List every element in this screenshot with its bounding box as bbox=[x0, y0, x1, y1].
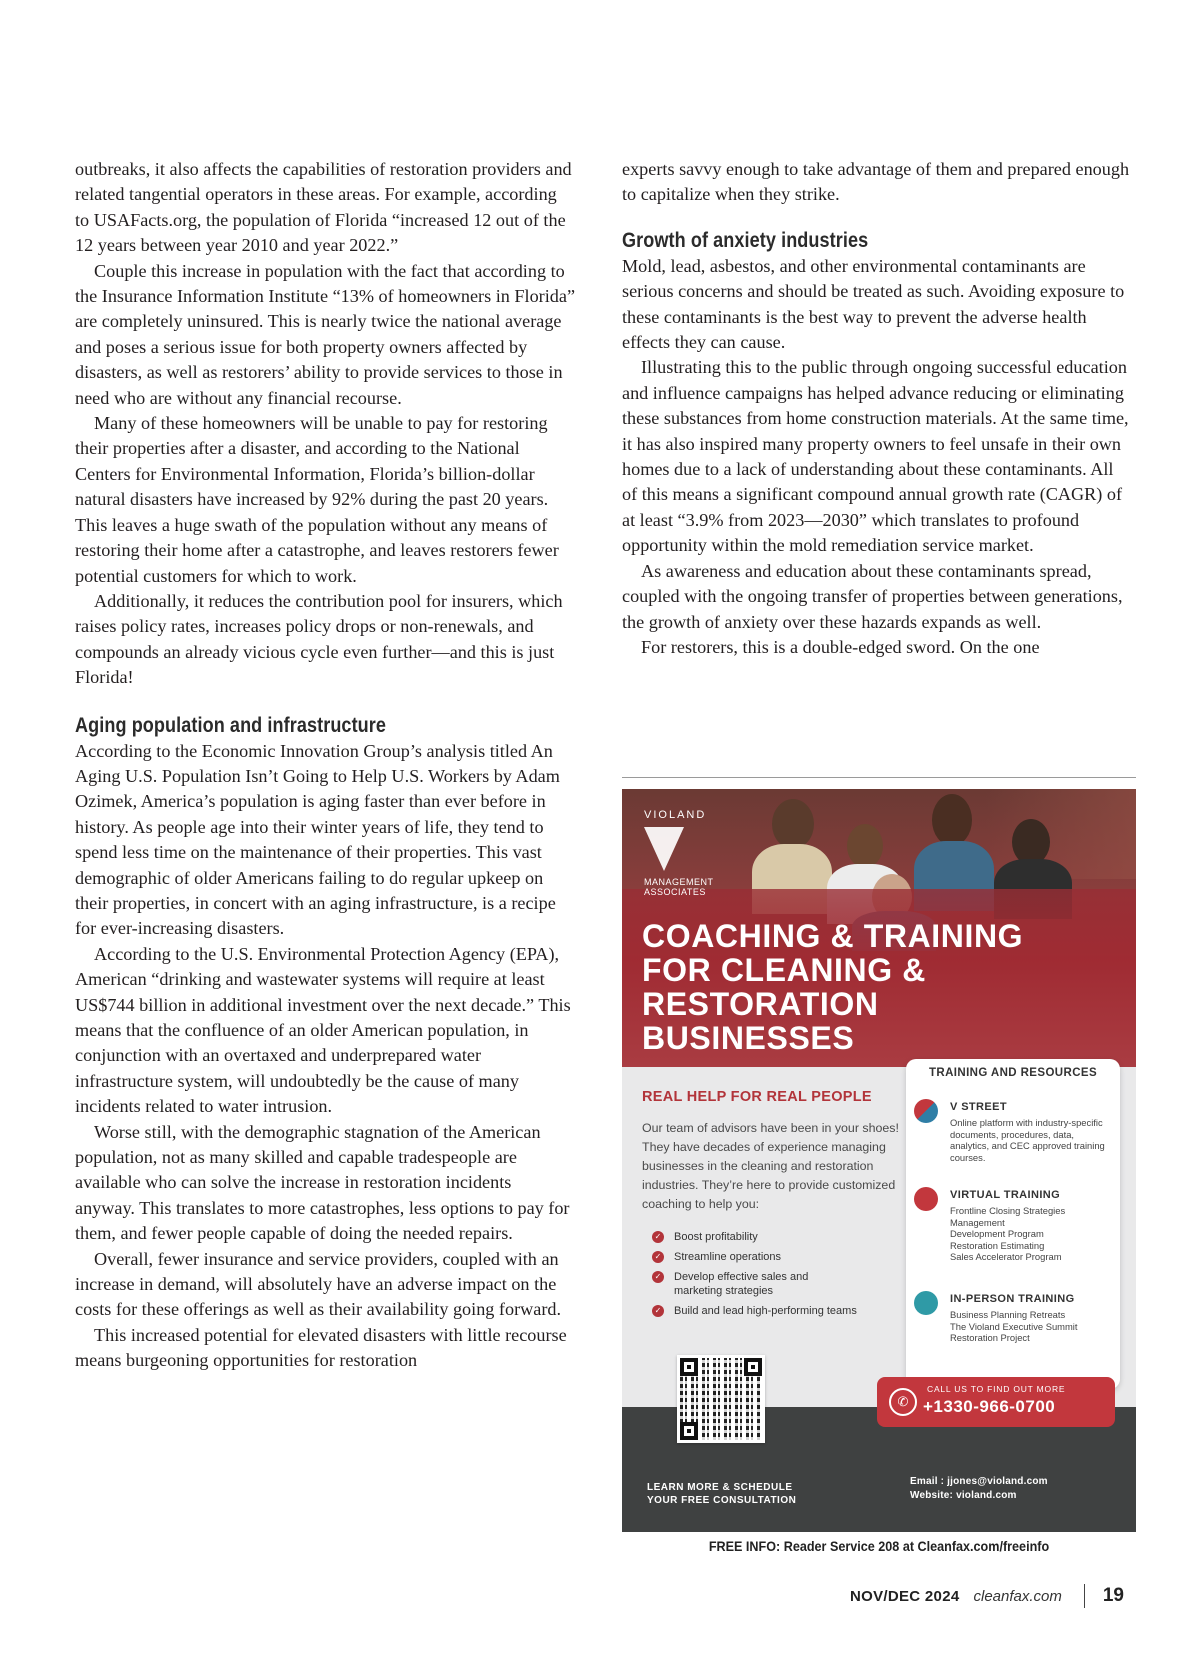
paragraph: Mold, lead, asbestos, and other environmental contaminants are serious concerns and should be treated as such. Avoiding exposure to these contaminants is the best way to prevent the adverse health effects they can cause. bbox=[622, 255, 1125, 353]
section-heading-anxiety: Growth of anxiety industries bbox=[622, 228, 869, 252]
ad-photo bbox=[622, 789, 1136, 1067]
divider bbox=[622, 777, 1136, 778]
resource-in-person-training: IN-PERSON TRAINING Business Planning Retreats The Violand Executive Summit Restoration Project bbox=[914, 1291, 1114, 1371]
right-column bbox=[622, 157, 1132, 660]
paragraph: According to the Economic Innovation Group’s analysis titled An Aging U.S. Population Isn’t Going to Help U.S. Workers by Adam Ozimek, America’s population is aging faster than ever before in history. As people age into their winter years of life, they tend to spend less time on the maintenance of their properties. This vast demographic of older Americans failing to do regular upkeep on their properties, in concert with an aging infrastructure, is a recipe for ever-increasing disasters. bbox=[75, 740, 560, 939]
left-column bbox=[75, 157, 575, 1374]
phone-number: +1330-966-0700 bbox=[923, 1397, 1056, 1416]
email-link[interactable]: Email : jjones@violand.com bbox=[910, 1476, 1048, 1487]
ad-pitch bbox=[642, 1089, 902, 1324]
list-item: ✓ Boost profitability bbox=[652, 1230, 902, 1244]
paragraph: Overall, fewer insurance and service providers, coupled with an increase in demand, will absolutely have an adverse impact on the costs for these offerings as well as their availability going forward. bbox=[75, 1248, 562, 1320]
check-icon: ✓ bbox=[652, 1271, 664, 1283]
website-link[interactable]: Website: violand.com bbox=[910, 1490, 1017, 1501]
learn-more-text: LEARN MORE & SCHEDULE YOUR FREE CONSULTATION bbox=[647, 1482, 797, 1506]
benefit-list bbox=[652, 1230, 902, 1318]
page-number: 19 bbox=[1102, 1585, 1124, 1606]
paragraph: Additionally, it reduces the contribution pool for insurers, which raises policy rates, increases policy drops or non-renewals, and compounds an already vicious cycle even further—and this is just Florida! bbox=[75, 590, 563, 688]
contact-info bbox=[910, 1475, 1048, 1503]
advertisement[interactable] bbox=[622, 789, 1136, 1532]
list-item: ✓ Develop effective sales and marketing strategies bbox=[652, 1270, 902, 1298]
ad-headline: COACHING & TRAINING FOR CLEANING & RESTORATION BUSINESSES bbox=[642, 918, 1024, 1056]
paragraph: This increased potential for elevated disasters with little recourse means burgeoning opportunities for restoration bbox=[75, 1324, 567, 1371]
paragraph: Worse still, with the demographic stagnation of the American population, not as many skilled and capable tradespeople are available who can solve the increase in restoration incidents anyway. This translates to more catastrophes, less options to pay for them, and fewer people capable of doing the needed repairs. bbox=[75, 1121, 570, 1244]
person-photo bbox=[772, 799, 814, 849]
paragraph: experts savvy enough to take advantage of them and prepared enough to capitalize when they strike. bbox=[622, 159, 1130, 205]
violand-logo: VIOLAND MANAGEMENT ASSOCIATES bbox=[644, 809, 714, 897]
resource-virtual-training: VIRTUAL TRAINING Frontline Closing Strategies Management Development Program Restoration Estimating Sales Accelerator Program bbox=[914, 1187, 1114, 1277]
person-photo bbox=[847, 824, 883, 868]
v-street-icon bbox=[914, 1099, 938, 1123]
v-logo-icon bbox=[644, 827, 684, 871]
qr-code[interactable] bbox=[677, 1355, 765, 1443]
list-item: ✓ Build and lead high-performing teams bbox=[652, 1304, 902, 1318]
paragraph: Couple this increase in population with the fact that according to the Insurance Information Institute “13% of homeowners in Florida” are completely uninsured. This is nearly twice the national average and poses a serious issue for both property owners affected by disasters, as well as restorers’ ability to provide services to those in need who are without any financial recourse. bbox=[75, 260, 576, 408]
paragraph: Many of these homeowners will be unable to pay for restoring their properties after a disaster, and according to the National Centers for Environmental Information, Florida’s billion-dollar natural disasters have increased by 92% during the past 20 years. This leaves a huge swath of the population without any means of restoring their home after a catastrophe, and leaves restorers fewer potential customers for which to work. bbox=[75, 413, 559, 586]
check-icon: ✓ bbox=[652, 1231, 664, 1243]
site-name: cleanfax.com bbox=[973, 1587, 1062, 1605]
call-button[interactable]: ✆ CALL US TO FIND OUT MORE +1330-966-0700 bbox=[877, 1377, 1115, 1427]
page-folio bbox=[850, 1584, 1124, 1608]
issue-date: NOV/DEC 2024 bbox=[850, 1587, 960, 1605]
presentation-icon bbox=[914, 1291, 938, 1315]
paragraph: Illustrating this to the public through ongoing successful education and influence campaigns has helped advance reducing or eliminating these substances from home construction materials. At the same time, it has also inspired many property owners to feel unsafe in their own homes due to a lack of understanding about these contaminants. All of this means a significant compound annual growth rate (CAGR) of at least “3.9% from 2023—2030” which translates to profound opportunity within the mold remediation service market. bbox=[622, 357, 1129, 556]
check-icon: ✓ bbox=[652, 1251, 664, 1263]
resources-title: TRAINING AND RESOURCES bbox=[928, 1067, 1098, 1079]
paragraph: For restorers, this is a double-edged sword. On the one bbox=[641, 636, 1040, 657]
folio-divider bbox=[1084, 1584, 1085, 1608]
free-info-line: FREE INFO: Reader Service 208 at Cleanfax.com/freeinfo bbox=[708, 1538, 1050, 1554]
resource-v-street: V STREET Online platform with industry-specific documents, procedures, data, analytics, and CEC approved training courses. bbox=[914, 1099, 1114, 1179]
phone-icon: ✆ bbox=[889, 1388, 917, 1416]
ad-body: Our team of advisors have been in your shoes! They have decades of experience managing businesses in the cleaning and restoration industries. They’re here to provide customized coaching to help you: bbox=[642, 1121, 899, 1211]
list-item: ✓ Streamline operations bbox=[652, 1250, 902, 1264]
training-resources-card bbox=[906, 1059, 1120, 1389]
paragraph: outbreaks, it also affects the capabilities of restoration providers and related tangential operators in these areas. For example, according to USAFacts.org, the population of Florida “increased 12 out of the 12 years between year 2010 and year 2022.” bbox=[75, 159, 572, 256]
ad-kicker: REAL HELP FOR REAL PEOPLE bbox=[642, 1089, 872, 1105]
check-icon: ✓ bbox=[652, 1305, 664, 1317]
laptop-icon bbox=[914, 1187, 938, 1211]
section-heading-aging: Aging population and infrastructure bbox=[75, 713, 387, 737]
person-photo bbox=[932, 794, 972, 846]
paragraph: According to the U.S. Environmental Protection Agency (EPA), American “drinking and wastewater systems will require at least US$744 billion in additional investment over the next decade.” This means that the confluence of an older American population, in conjunction with an overtaxed and underprepared water infrastructure system, will undoubtedly be the cause of many incidents related to water intrusion. bbox=[75, 943, 571, 1117]
paragraph: As awareness and education about these contaminants spread, coupled with the ongoing transfer of properties between generations, the growth of anxiety over these hazards expands as well. bbox=[622, 560, 1123, 632]
